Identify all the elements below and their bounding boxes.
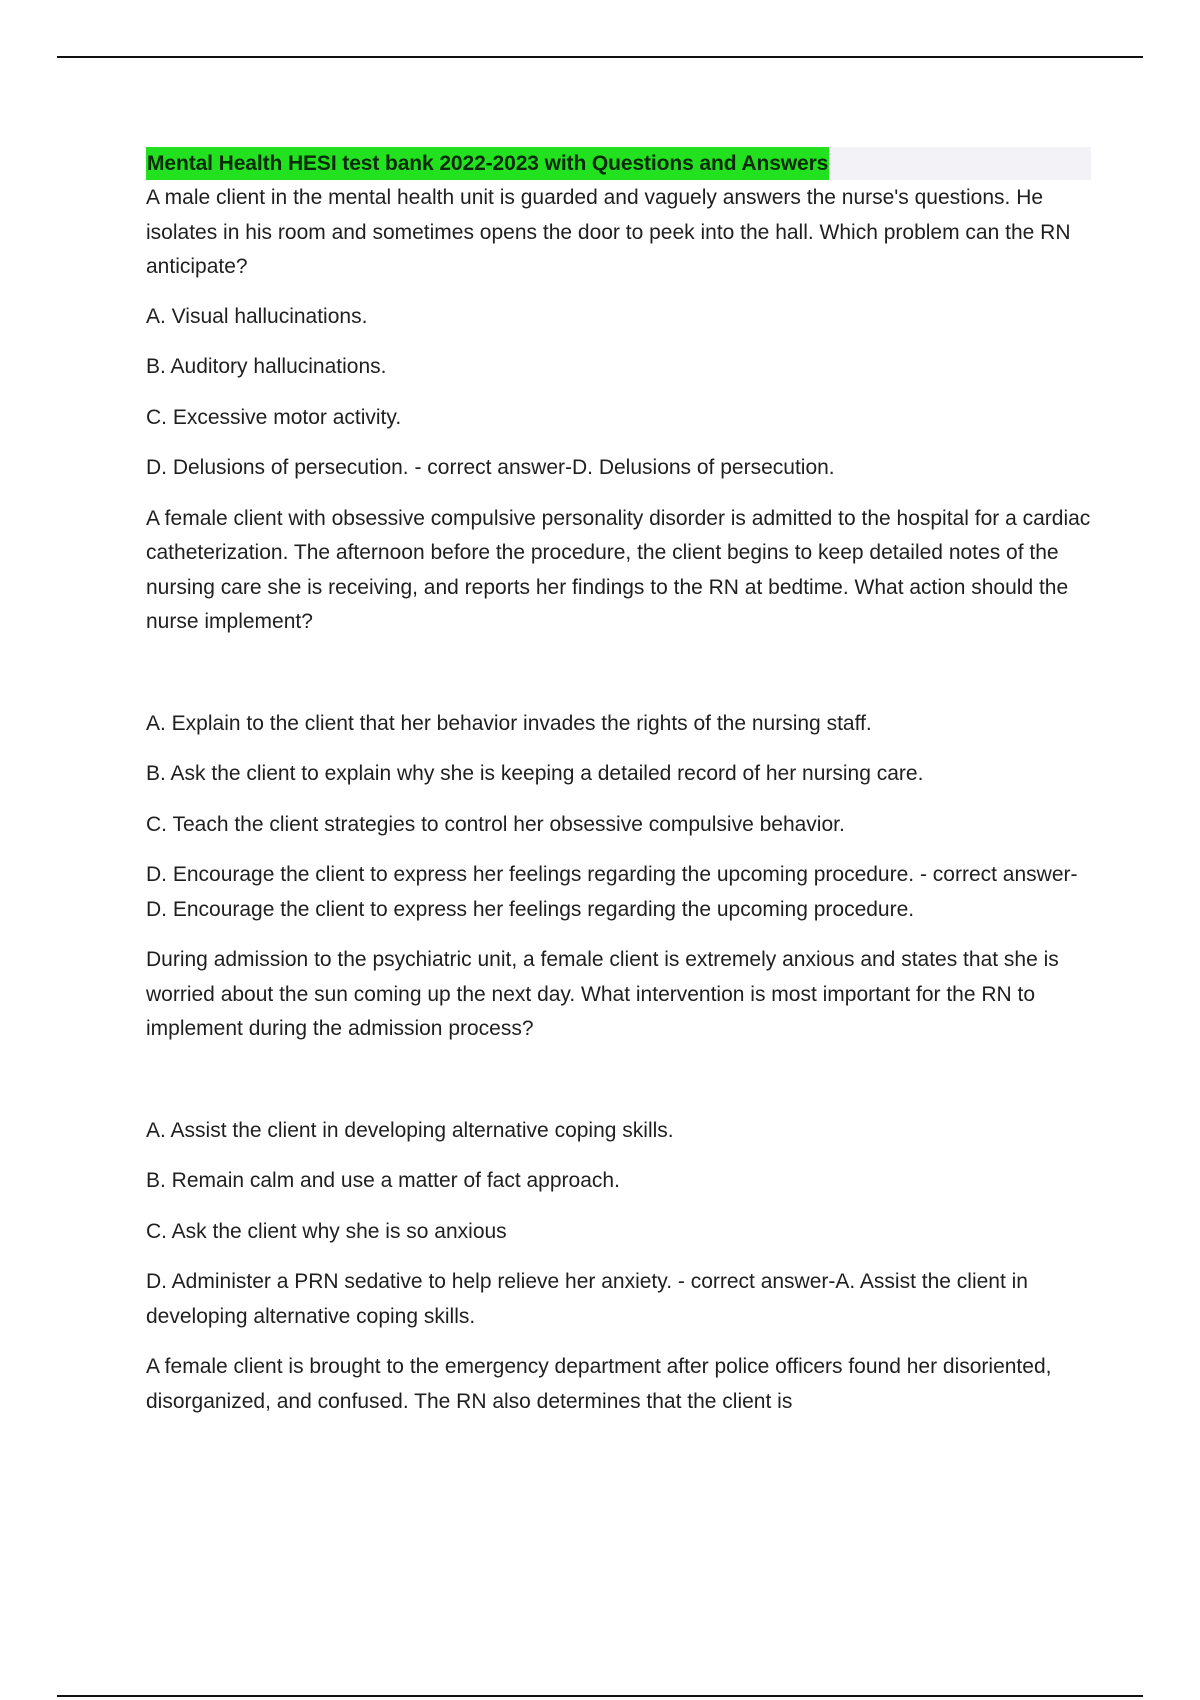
answer-option: A. Visual hallucinations.: [146, 304, 368, 328]
answer-option: C. Ask the client why she is so anxious: [146, 1219, 507, 1243]
answer-option: C. Teach the client strategies to control her obsessive compulsive behavior.: [146, 812, 845, 836]
answer-option: D. Delusions of persecution. - correct answer-D. Delusions of persecution.: [146, 456, 835, 479]
spacer: [146, 655, 1091, 707]
spacer: [146, 1062, 1091, 1114]
question-stem: A female client is brought to the emergency department after police officers found her disoriented, disorganized, and confused. The RN also determines that the client is: [146, 1355, 1052, 1413]
header-rule: [57, 56, 1143, 58]
question-stem: A female client with obsessive compulsive personality disorder is admitted to the hospital for a cardiac catheterization. The afternoon before the procedure, the client begins to keep detailed notes of the nursing care she is receiving, and reports her findings to the RN at bedtime. What action should the nurse implement?: [146, 506, 1091, 633]
document-title: Mental Health HESI test bank 2022-2023 with Questions and Answers: [146, 147, 829, 180]
answer-option: B. Remain calm and use a matter of fact approach.: [146, 1169, 620, 1192]
answer-option: D. Administer a PRN sedative to help relieve her anxiety. - correct answer-A. Assist the client in developing alternative coping skills.: [146, 1270, 1028, 1328]
footer-rule: [57, 1695, 1143, 1697]
title-band: [146, 147, 1091, 180]
question-stem: A male client in the mental health unit is guarded and vaguely answers the nurse's questions. He isolates in his room and sometimes opens the door to peek into the hall. Which problem can the RN anticipate?: [146, 186, 1071, 278]
answer-option: B. Auditory hallucinations.: [146, 355, 387, 378]
document-body: [146, 147, 1091, 1434]
answer-option: C. Excessive motor activity.: [146, 405, 402, 429]
answer-option: A. Assist the client in developing alternative coping skills.: [146, 1118, 674, 1142]
answer-option: D. Encourage the client to express her feelings regarding the upcoming procedure. - correct answer-D. Encourage the client to express her feelings regarding the upcoming procedure.: [146, 863, 1078, 921]
answer-option: B. Ask the client to explain why she is keeping a detailed record of her nursing care.: [146, 762, 924, 785]
question-stem: During admission to the psychiatric unit, a female client is extremely anxious and states that she is worried about the sun coming up the next day. What intervention is most important for the RN to implement during the admission process?: [146, 948, 1059, 1040]
answer-option: A. Explain to the client that her behavior invades the rights of the nursing staff.: [146, 711, 872, 735]
